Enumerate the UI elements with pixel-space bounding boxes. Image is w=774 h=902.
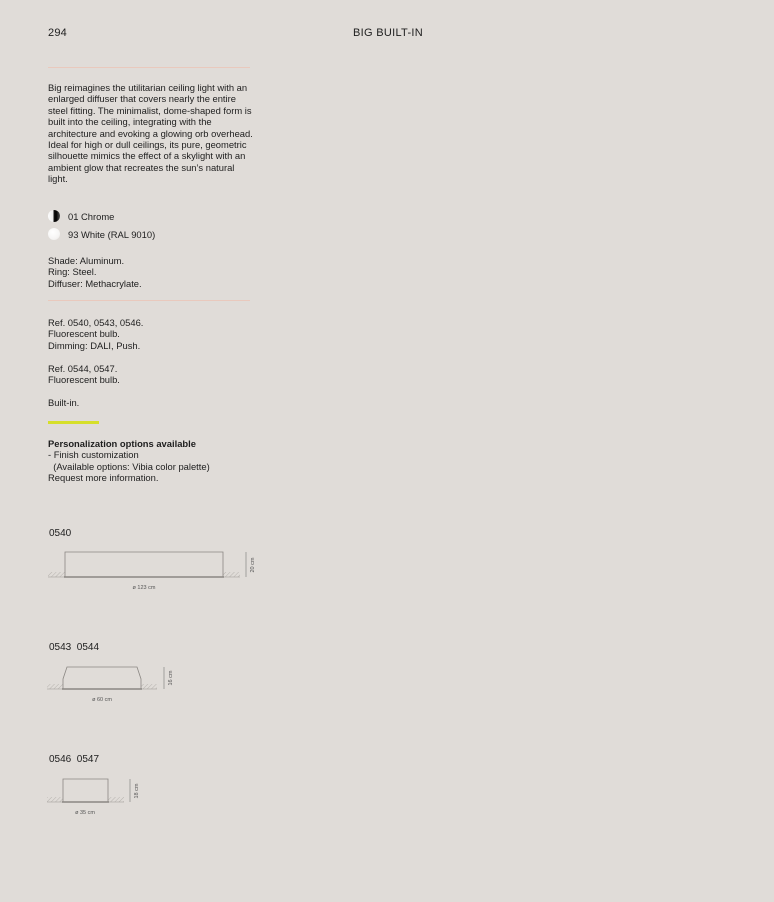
drawing-0546-0547 xyxy=(47,779,140,816)
personalization-line: - Finish customization xyxy=(48,449,139,461)
material-ring: Ring: Steel. xyxy=(48,266,97,278)
personalization-heading: Personalization options available xyxy=(48,438,196,449)
product-description: Big reimagines the utilitarian ceiling light with an enlarged diffuser that covers nearly the entire steel fitting. The minimalist, dome-shaped form is built into the ceiling, integrating with the architecture and evoking a glowing orb overhead. Ideal for high or dull ceilings, its pure, geometric silhouette mimics the effect of a skylight with an ambient glow that recreates the sun’s natural light. xyxy=(48,82,253,185)
finish-label: 93 White (RAL 9010) xyxy=(68,228,156,240)
reference-line: Ref. 0540, 0543, 0546. xyxy=(48,317,144,328)
ceiling-hatch xyxy=(48,572,65,577)
model-label-0540: 0540 xyxy=(49,528,72,539)
reference-line: Fluorescent bulb. xyxy=(48,328,120,340)
ceiling-hatch xyxy=(47,684,63,689)
finish-label: 01 Chrome xyxy=(68,210,115,222)
height-label: 16 cm xyxy=(168,670,174,686)
drawing-0543-0544 xyxy=(47,667,174,703)
lamp-outline xyxy=(65,552,223,577)
page-title: BIG BUILT-IN xyxy=(353,27,424,39)
personalization-line: Request more information. xyxy=(48,472,159,484)
ceiling-hatch xyxy=(223,572,240,577)
ceiling-hatch xyxy=(141,684,157,689)
material-shade: Shade: Aluminum. xyxy=(48,255,125,266)
reference-line: Ref. 0544, 0547. xyxy=(48,363,118,374)
model-label-0543-0544: 0543 0544 xyxy=(49,642,100,653)
personalization-line: (Available options: Vibia color palette) xyxy=(48,460,210,472)
diameter-label: ø 123 cm xyxy=(132,585,156,591)
ceiling-hatch xyxy=(108,797,124,802)
drawing-0540 xyxy=(48,552,256,591)
installation-type: Built-in. xyxy=(48,397,80,408)
lamp-outline xyxy=(63,779,108,802)
model-label-0546-0547: 0546 0547 xyxy=(49,754,100,765)
diameter-label: ø 60 cm xyxy=(92,697,112,703)
ceiling-hatch xyxy=(47,797,63,802)
height-label: 20 cm xyxy=(250,557,256,573)
height-label: 18 cm xyxy=(134,783,140,799)
diameter-label: ø 35 cm xyxy=(75,810,95,816)
page-number: 294 xyxy=(48,27,67,39)
reference-line: Fluorescent bulb. xyxy=(48,374,120,386)
reference-line: Dimming: DALI, Push. xyxy=(48,339,141,351)
lamp-outline xyxy=(63,667,141,689)
material-diffuser: Diffuser: Methacrylate. xyxy=(48,277,142,289)
